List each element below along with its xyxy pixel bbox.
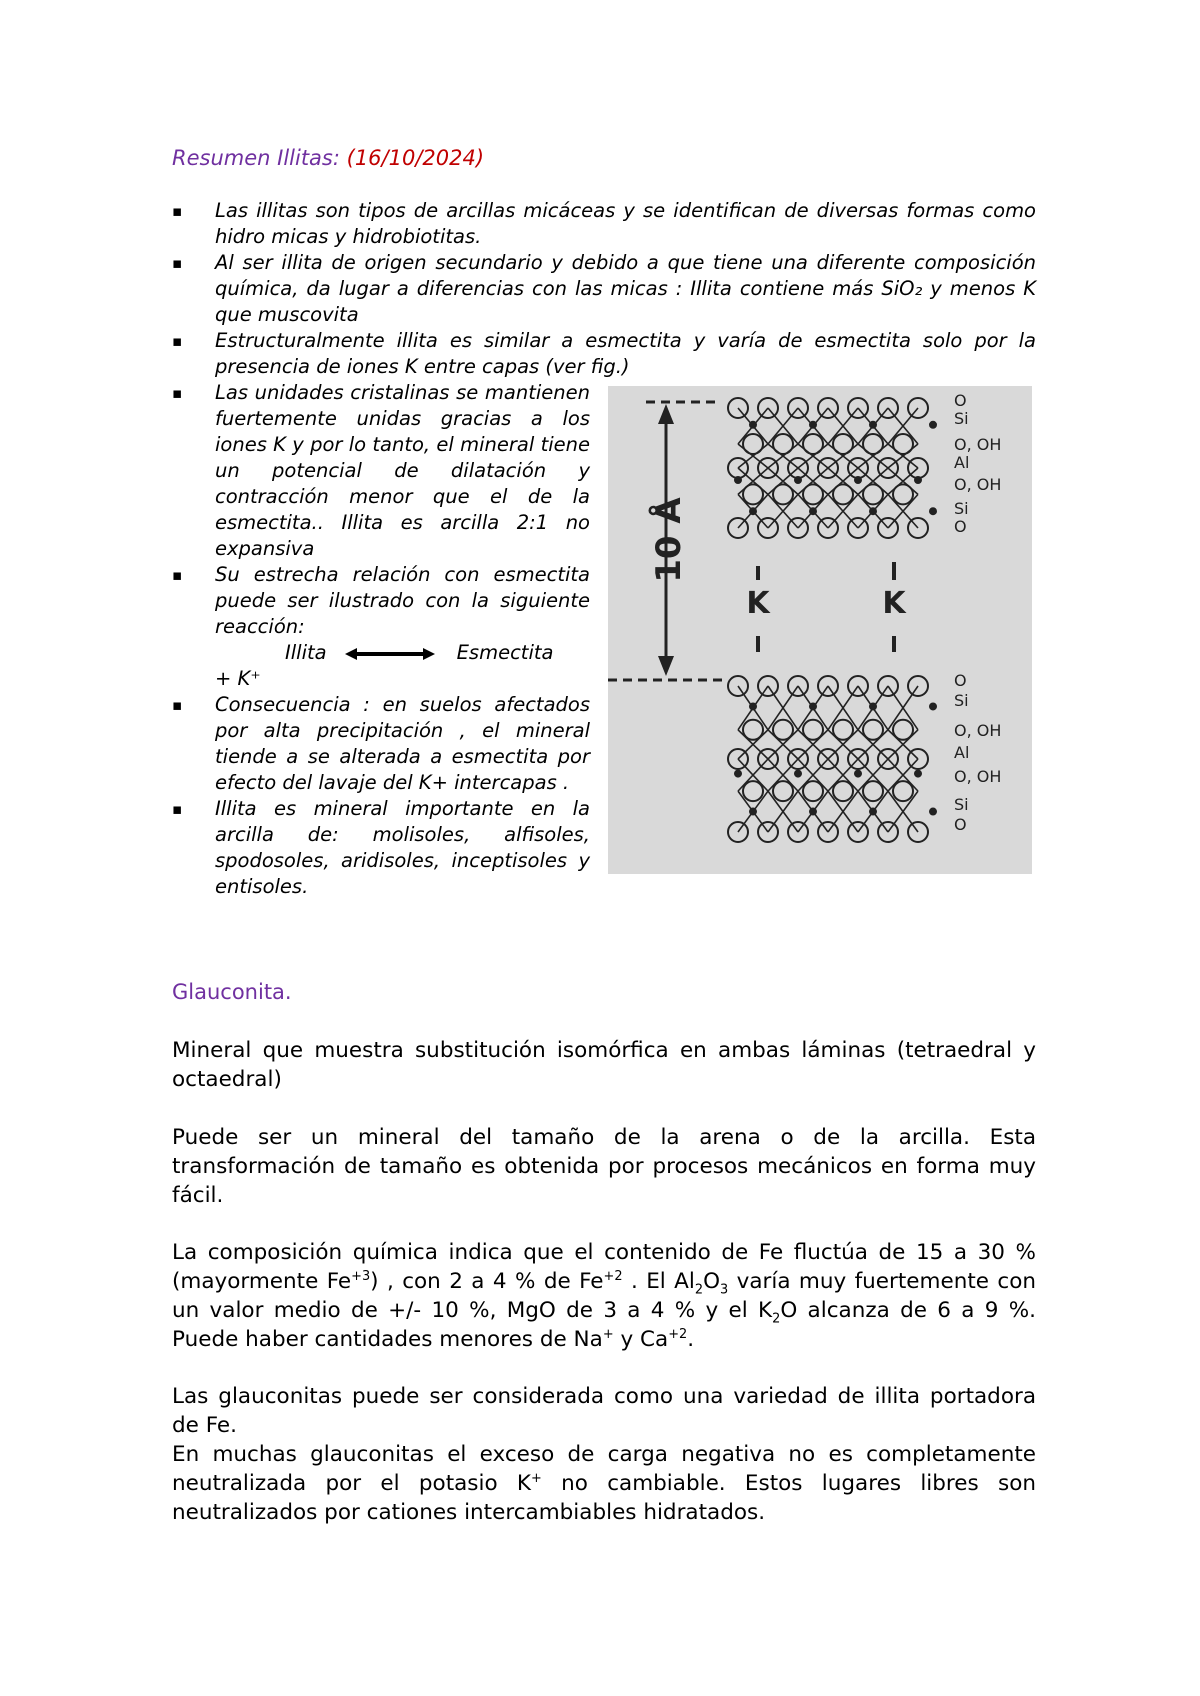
atom-label: Si: [954, 795, 969, 814]
subscript: 2: [772, 1311, 781, 1327]
cation-dot: [855, 477, 861, 483]
atom-label: O: [954, 671, 967, 690]
cation-dot: [750, 809, 756, 815]
bullet-text: Las illitas son tipos de arcillas micáceas y se identifican de diversas formas como hidro micas y hidrobiotitas.: [215, 199, 1036, 248]
cation-dot: [855, 771, 861, 777]
cation-dot: [870, 703, 876, 709]
bullet-icon: ▪: [172, 384, 183, 402]
section-heading-glauconita: Glauconita.: [172, 980, 292, 1004]
text-run: y Ca: [613, 1327, 669, 1352]
cation-dot: [795, 477, 801, 483]
list-item: [172, 562, 590, 692]
list-item: [172, 796, 590, 900]
paragraph: [172, 1440, 1036, 1527]
k-label-right: K: [882, 586, 906, 621]
atom-label: O: [954, 517, 967, 536]
paragraph: [172, 1238, 1036, 1354]
subscript: 3: [720, 1282, 729, 1298]
bullet-icon: ▪: [172, 254, 183, 272]
cation-dot: [915, 477, 921, 483]
cation-dot: [930, 703, 936, 709]
cation-dot: [870, 422, 876, 428]
subscript: 2: [694, 1282, 704, 1298]
superscript: +2: [668, 1326, 688, 1342]
distance-label: 10 Å: [649, 497, 689, 583]
text-run: La composición química indica que el contenido de Fe fluctúa de 15 a 30 % (mayormente Fe: [172, 1240, 1036, 1294]
superscript: +: [531, 1470, 542, 1486]
list-item: [172, 198, 1036, 250]
k-label-left: K: [746, 586, 770, 621]
reaction-right: Esmectita: [456, 641, 554, 664]
text-run: no cambiable. Estos lugares libres son neutralizados por cationes intercambiables hidratados.: [172, 1471, 1036, 1525]
page-title: [172, 146, 484, 170]
cation-dot: [915, 771, 921, 777]
list-item: [172, 692, 590, 796]
cation-dot: [810, 508, 816, 514]
superscript: +2: [603, 1268, 623, 1284]
bullet-icon: ▪: [172, 202, 183, 220]
structure-diagram: [608, 386, 1032, 874]
title-date: (16/10/2024): [346, 146, 485, 170]
list-item: [172, 250, 1036, 328]
text-run: En muchas glauconitas el exceso de carga negativa no es completamente neutralizada por el potasio K: [172, 1442, 1036, 1496]
bullet-list-top: [172, 198, 1036, 380]
bullet-icon: ▪: [172, 332, 183, 350]
cation-dot: [795, 771, 801, 777]
atom-label: O, OH: [954, 721, 1002, 740]
list-item: [172, 328, 1036, 380]
atom-label: O, OH: [954, 475, 1002, 494]
cation-dot: [735, 771, 741, 777]
paragraph: Mineral que muestra substitución isomórfica en ambas láminas (tetraedral y octaedral): [172, 1038, 1036, 1092]
atom-label: O: [954, 815, 967, 834]
reaction-left: Illita: [285, 641, 327, 664]
atom-label: O: [954, 391, 967, 410]
title-text: Resumen Illitas:: [172, 146, 347, 170]
bullet-text: Illita es mineral importante en la arcilla de: molisoles, alfisoles, spodosoles, aridisoles, inceptisoles y entisoles.: [215, 797, 590, 898]
superscript: +3: [351, 1268, 371, 1284]
bullet-list-left: [172, 380, 590, 900]
cation-dot: [930, 809, 936, 815]
bullet-icon: ▪: [172, 800, 183, 818]
bullet-icon: ▪: [172, 696, 183, 714]
text-run: .: [687, 1327, 695, 1352]
text-run: varía muy fuertemente con un valor medio de +/- 10 %, MgO de 3 a 4 % y el K: [172, 1269, 1037, 1323]
paragraph: Puede ser un mineral del tamaño de la arena o de la arcilla. Esta transformación de tamaño es obtenida por procesos mecánicos en forma muy fácil.: [172, 1125, 1036, 1208]
atom-label: O, OH: [954, 767, 1002, 786]
list-item: [172, 380, 590, 562]
bullet-icon: ▪: [172, 566, 183, 584]
text-run: ) , con 2 a 4 % de Fe: [370, 1269, 604, 1294]
cation-dot: [810, 422, 816, 428]
paragraph: Las glauconitas puede ser considerada como una variedad de illita portadora de Fe.: [172, 1384, 1036, 1438]
text-run: O alcanza de 6 a 9 %. Puede haber cantidades menores de Na: [172, 1298, 1036, 1352]
atom-label: O, OH: [954, 435, 1002, 454]
bullet-text: Las unidades cristalinas se mantienen fuertemente unidas gracias a los iones K y por lo tanto, el mineral tiene un potencial de dilatación y contracción menor que el de la esmectita.. Illita es arcilla 2:1 no expansiva: [215, 381, 590, 560]
double-arrow-icon: [345, 647, 435, 661]
atom-label: Si: [954, 499, 969, 518]
atom-label: Si: [954, 409, 969, 428]
atom-label: Si: [954, 691, 969, 710]
cation-dot: [930, 508, 936, 514]
bullet-text: Su estrecha relación con esmectita puede ser ilustrado con la siguiente reacción:: [215, 563, 590, 638]
cation-dot: [870, 809, 876, 815]
reaction-plus: + K⁺: [215, 667, 261, 690]
atom-label: Al: [954, 453, 970, 472]
superscript: +: [602, 1326, 614, 1342]
bullet-text: Al ser illita de origen secundario y debido a que tiene una diferente composición química, da lugar a diferencias con las micas : Illita contiene más SiO₂ y menos K que muscovita: [215, 251, 1036, 326]
text-run: . El Al: [622, 1269, 695, 1294]
atom-label: Al: [954, 743, 970, 762]
reaction-equation: [215, 640, 590, 666]
cation-dot: [810, 703, 816, 709]
bullet-text: Consecuencia : en suelos afectados por alta precipitación , el mineral tiende a se alterada a esmectita por efecto del lavaje del K+ intercapas .: [215, 693, 590, 794]
cation-dot: [870, 508, 876, 514]
cation-dot: [930, 422, 936, 428]
illite-structure-figure: [608, 386, 1032, 874]
cation-dot: [750, 508, 756, 514]
cation-dot: [750, 422, 756, 428]
cation-dot: [750, 703, 756, 709]
text-run: O: [703, 1269, 720, 1294]
bullet-text: Estructuralmente illita es similar a esmectita y varía de esmectita solo por la presencia de iones K entre capas (ver fig.): [215, 329, 1036, 378]
cation-dot: [735, 477, 741, 483]
cation-dot: [810, 809, 816, 815]
